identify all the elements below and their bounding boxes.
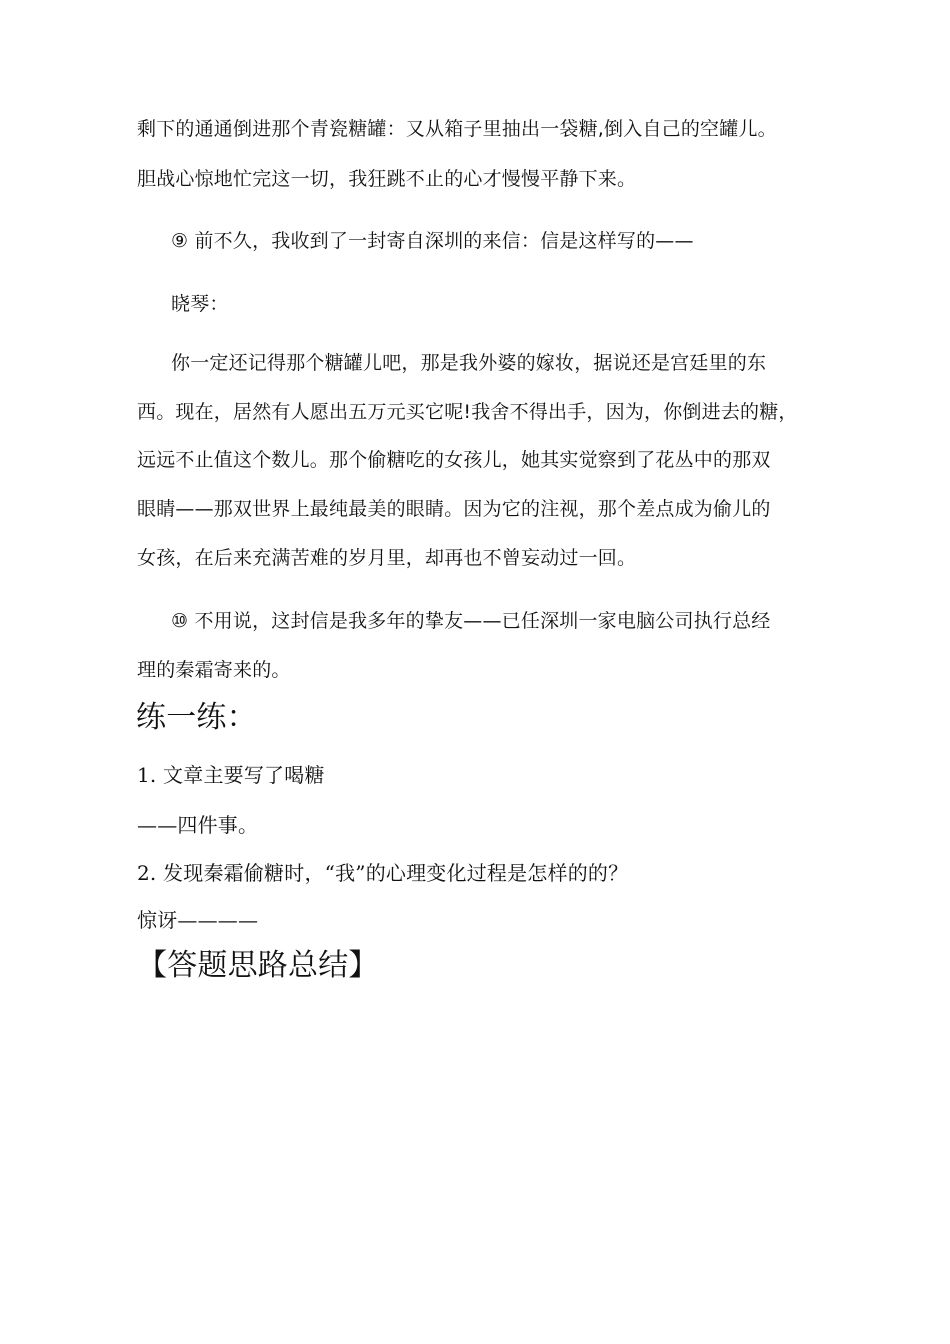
summary-heading: 【答题思路总结】: [137, 948, 379, 983]
question-1: 1. 文章主要写了喝糖: [137, 763, 325, 787]
letter-salutation: 晓琴：: [171, 293, 229, 315]
passage-paragraph-10-line-2: 理的秦霜寄来的。: [137, 659, 291, 681]
question-1-answer-line: ——四件事。: [137, 813, 259, 837]
letter-line-1: 你一定还记得那个糖罐儿吧，那是我外婆的嫁妆，据说还是宫廷里的东: [171, 352, 767, 374]
letter-line-2: 西。现在，居然有人愿出五万元买它呢!我舍不得出手，因为，你倒进去的糖，: [137, 401, 798, 423]
passage-paragraph-10-line-1: ⑩ 不用说，这封信是我多年的挚友——已任深圳一家电脑公司执行总经: [171, 610, 771, 632]
letter-line-4: 眼睛——那双世界上最纯最美的眼睛。因为它的注视，那个差点成为偷儿的: [137, 498, 771, 520]
passage-paragraph-8-line-2: 胆战心惊地忙完这一切，我狂跳不止的心才慢慢平静下来。: [137, 168, 637, 190]
letter-line-5: 女孩，在后来充满苦难的岁月里，却再也不曾妄动过一回。: [137, 547, 637, 569]
practice-heading: 练一练：: [136, 700, 257, 735]
passage-paragraph-9: ⑨ 前不久，我收到了一封寄自深圳的来信：信是这样写的——: [171, 230, 694, 252]
question-2: 2. 发现秦霜偷糖时，“我”的心理变化过程是怎样的的？: [137, 861, 629, 885]
letter-line-3: 远远不止值这个数儿。那个偷糖吃的女孩儿，她其实觉察到了花丛中的那双: [137, 449, 771, 471]
question-2-answer-line: 惊讶————: [137, 908, 259, 932]
passage-paragraph-8-line-1: 剩下的通通倒进那个青瓷糖罐：又从箱子里抽出一袋糖,倒入自己的空罐儿。: [137, 118, 777, 140]
